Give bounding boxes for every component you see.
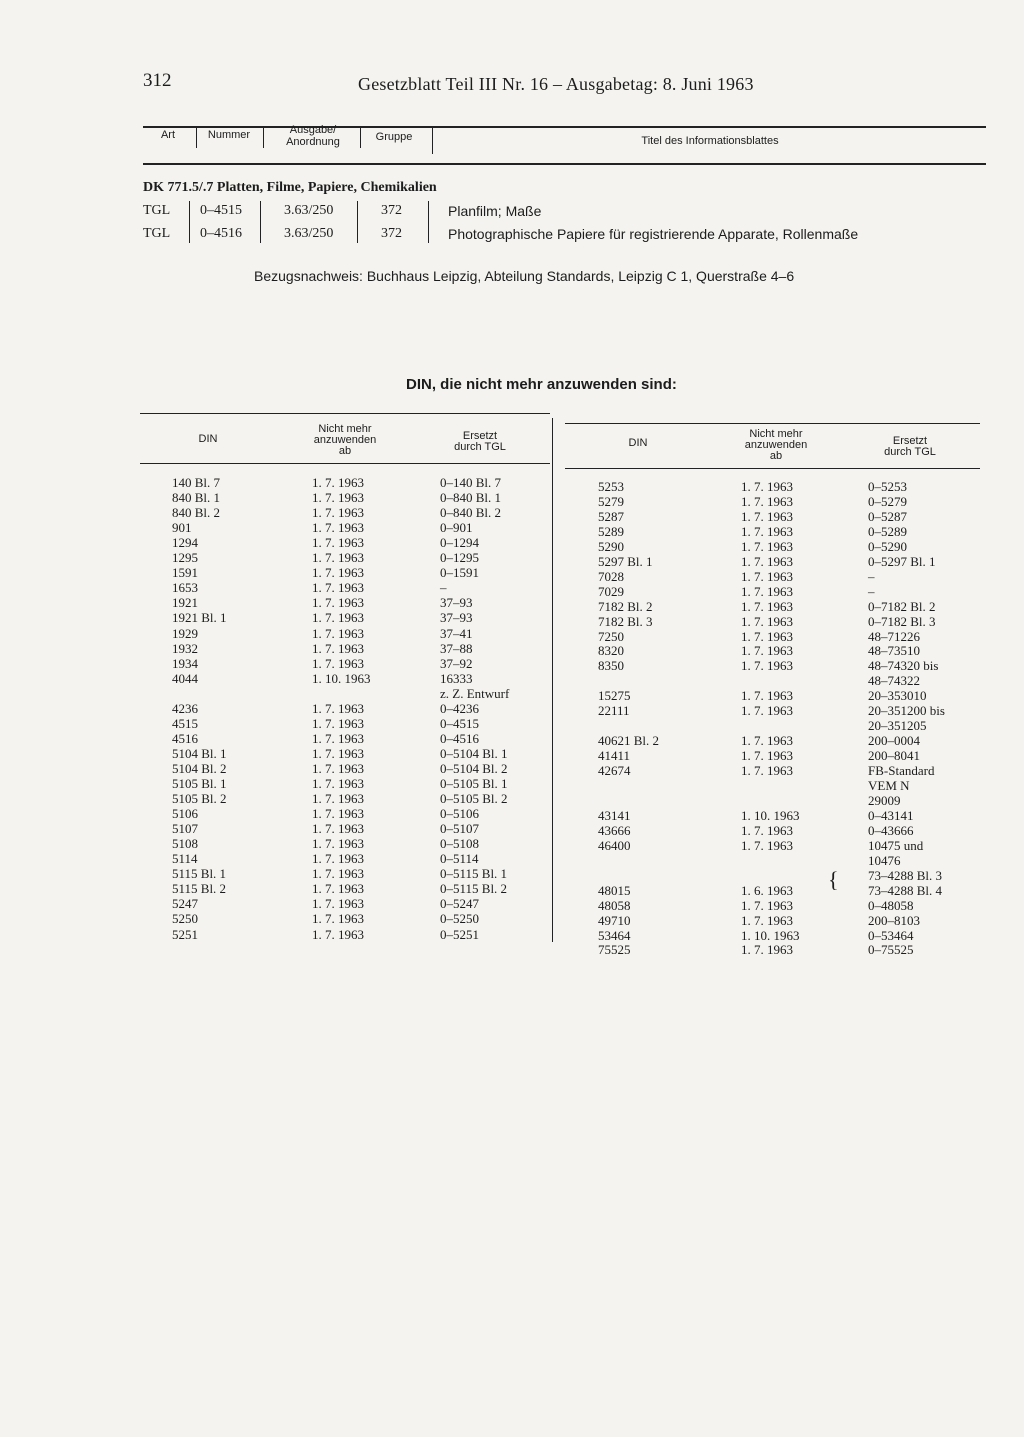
din-date: 1. 7. 1963 xyxy=(312,851,364,867)
din-number: 7182 Bl. 3 xyxy=(598,613,653,629)
din-replacement: 0–5107 xyxy=(440,821,479,837)
din-replacement: 0–5287 xyxy=(868,508,907,524)
din-date: 1. 7. 1963 xyxy=(741,568,793,584)
din-replacement: 200–0004 xyxy=(868,733,920,749)
col-head-nummer: Nummer xyxy=(207,129,251,141)
din-number: 5279 xyxy=(598,493,624,509)
din-replacement: 0–4236 xyxy=(440,700,479,716)
din-date: 1. 7. 1963 xyxy=(312,625,364,641)
din-date: 1. 7. 1963 xyxy=(741,493,793,509)
din-date: 1. 7. 1963 xyxy=(312,926,364,942)
din-number: 1921 xyxy=(172,595,198,611)
din-replacement: 10476 xyxy=(868,852,901,868)
din-replacement: 0–1591 xyxy=(440,565,479,581)
tgl-art: TGL xyxy=(143,226,171,241)
din-number: 4515 xyxy=(172,715,198,731)
din-number: 140 Bl. 7 xyxy=(172,475,221,490)
din-replacement: 0–43141 xyxy=(868,807,914,823)
din-date: 1. 7. 1963 xyxy=(741,703,793,719)
din-date: 1. 10. 1963 xyxy=(312,670,371,686)
tgl-nummer: 0–4516 xyxy=(200,226,242,241)
din-date: 1. 7. 1963 xyxy=(312,565,364,581)
din-replacement: 0–5279 xyxy=(868,493,907,509)
din-number: 40621 Bl. 2 xyxy=(598,733,660,749)
din-left-head-ab-2: anzuwenden xyxy=(313,434,377,446)
tgl-art: TGL xyxy=(143,203,171,218)
din-date: 1. 7. 1963 xyxy=(312,700,364,716)
din-number: 41411 xyxy=(598,748,631,764)
din-date: 1. 7. 1963 xyxy=(312,791,364,807)
din-number: 1295 xyxy=(172,550,198,566)
din-number: 75525 xyxy=(598,942,631,958)
din-date: 1. 7. 1963 xyxy=(741,508,793,524)
din-replacement: 37–41 xyxy=(440,625,473,641)
din-replacement: 0–1294 xyxy=(440,535,479,551)
din-left-head-ersetzt-1: Ersetzt xyxy=(462,430,498,442)
din-right-head-ab-1: Nicht mehr xyxy=(749,428,803,440)
din-number: 7182 Bl. 2 xyxy=(598,598,653,614)
din-date: 1. 7. 1963 xyxy=(741,613,793,629)
din-number: 5107 xyxy=(172,821,198,837)
tgl-divider xyxy=(260,201,261,243)
din-number: 22111 xyxy=(598,703,630,719)
din-replacement: 73–4288 Bl. 4 xyxy=(868,882,943,898)
din-replacement: 0–4515 xyxy=(440,715,479,731)
page-number: 312 xyxy=(143,70,172,91)
din-replacement: 37–92 xyxy=(440,655,473,671)
din-date: 1. 7. 1963 xyxy=(312,490,364,506)
col-divider xyxy=(196,126,197,148)
din-number: 5108 xyxy=(172,836,198,852)
din-number: 1929 xyxy=(172,625,198,641)
din-number: 5105 Bl. 2 xyxy=(172,791,227,807)
din-number: 5290 xyxy=(598,538,624,554)
din-date: 1. 7. 1963 xyxy=(312,715,364,731)
din-replacement: 37–93 xyxy=(440,595,473,611)
din-number: 5247 xyxy=(172,896,198,912)
din-date: 1. 7. 1963 xyxy=(741,822,793,838)
din-number: 840 Bl. 2 xyxy=(172,505,221,521)
din-replacement: – xyxy=(868,583,875,599)
din-date: 1. 7. 1963 xyxy=(312,760,364,776)
tgl-gruppe: 372 xyxy=(381,226,402,241)
din-replacement: 0–48058 xyxy=(868,897,914,913)
din-number: 1932 xyxy=(172,640,198,656)
din-date: 1. 7. 1963 xyxy=(741,748,793,764)
din-replacement: 0–5290 xyxy=(868,538,907,554)
din-number: 5253 xyxy=(598,479,624,494)
din-heading: DIN, die nicht mehr anzuwenden sind: xyxy=(406,376,677,393)
header-bottom-rule xyxy=(143,163,986,165)
col-head-art: Art xyxy=(160,129,176,141)
din-date: 1. 6. 1963 xyxy=(741,882,793,898)
din-number: 48058 xyxy=(598,897,631,913)
din-number: 7028 xyxy=(598,568,624,584)
din-right-head-ab-3: ab xyxy=(769,450,783,462)
din-replacement: 20–351205 xyxy=(868,718,927,734)
tgl-titel: Photographische Papiere für registrierende Apparate, Rollenmaße xyxy=(448,226,859,242)
din-date: 1. 7. 1963 xyxy=(312,655,364,671)
brace-mark: { xyxy=(828,867,839,892)
din-date: 1. 7. 1963 xyxy=(312,535,364,551)
din-replacement: 0–840 Bl. 2 xyxy=(440,505,502,521)
din-replacement: 0–75525 xyxy=(868,942,914,958)
din-number: 53464 xyxy=(598,927,631,943)
col-divider xyxy=(432,126,433,154)
din-right-head-ersetzt-2: durch TGL xyxy=(884,446,936,458)
din-number: 1591 xyxy=(172,565,198,581)
tgl-titel: Planfilm; Maße xyxy=(448,203,542,219)
din-replacement: VEM N xyxy=(868,778,910,793)
din-date: 1. 7. 1963 xyxy=(741,643,793,659)
din-date: 1. 7. 1963 xyxy=(312,550,364,566)
din-replacement: 0–840 Bl. 1 xyxy=(440,490,502,506)
din-date: 1. 7. 1963 xyxy=(312,821,364,837)
din-replacement: 37–88 xyxy=(440,640,473,656)
din-replacement: 0–5115 Bl. 1 xyxy=(440,866,508,882)
din-number: 4516 xyxy=(172,730,198,746)
din-number: 8350 xyxy=(598,658,624,674)
din-center-divider xyxy=(552,418,553,942)
din-date: 1. 7. 1963 xyxy=(741,598,793,614)
din-number: 5105 Bl. 1 xyxy=(172,776,227,791)
din-date: 1. 7. 1963 xyxy=(741,538,793,554)
din-number: 1934 xyxy=(172,655,198,671)
din-date: 1. 10. 1963 xyxy=(741,807,800,823)
din-replacement: 0–7182 Bl. 3 xyxy=(868,613,936,629)
din-number: 43666 xyxy=(598,822,631,838)
din-replacement: 29009 xyxy=(868,792,901,808)
din-replacement: 0–5104 Bl. 2 xyxy=(440,760,508,776)
din-date: 1. 7. 1963 xyxy=(312,776,364,791)
din-right-head-ab-2: anzuwenden xyxy=(744,439,808,451)
din-number: 5287 xyxy=(598,508,624,524)
din-replacement: 0–5105 Bl. 1 xyxy=(440,776,508,791)
tgl-ausgabe: 3.63/250 xyxy=(284,226,334,241)
col-head-ausgabe-2: Anordnung xyxy=(286,136,340,148)
din-date: 1. 7. 1963 xyxy=(741,553,793,569)
din-number: 5114 xyxy=(172,851,198,867)
din-replacement: 73–4288 Bl. 3 xyxy=(868,867,943,883)
din-date: 1. 7. 1963 xyxy=(312,896,364,912)
din-date: 1. 7. 1963 xyxy=(312,866,364,882)
din-right-bottom-rule xyxy=(565,468,980,469)
din-date: 1. 7. 1963 xyxy=(741,658,793,674)
din-date: 1. 7. 1963 xyxy=(312,475,364,490)
din-replacement: 0–901 xyxy=(440,520,473,536)
din-date: 1. 7. 1963 xyxy=(312,881,364,897)
tgl-divider xyxy=(428,201,429,243)
din-replacement: 0–5289 xyxy=(868,523,907,539)
din-number: 15275 xyxy=(598,688,631,704)
din-date: 1. 7. 1963 xyxy=(741,523,793,539)
din-date: 1. 7. 1963 xyxy=(741,583,793,599)
din-left-head-ab-1: Nicht mehr xyxy=(318,423,372,435)
din-number: 5251 xyxy=(172,926,198,942)
din-date: 1. 7. 1963 xyxy=(741,942,793,958)
col-divider xyxy=(360,126,361,148)
din-number: 46400 xyxy=(598,837,631,853)
din-replacement: 0–5247 xyxy=(440,896,479,912)
din-replacement: 16333 xyxy=(440,670,473,686)
din-number: 42674 xyxy=(598,763,631,779)
din-number: 5104 Bl. 2 xyxy=(172,760,227,776)
din-date: 1. 7. 1963 xyxy=(312,836,364,852)
din-number: 5115 Bl. 2 xyxy=(172,881,227,897)
din-number: 49710 xyxy=(598,912,631,928)
din-number: 1294 xyxy=(172,535,198,551)
din-replacement: 0–5251 xyxy=(440,926,479,942)
din-number: 840 Bl. 1 xyxy=(172,490,221,506)
tgl-gruppe: 372 xyxy=(381,203,402,218)
din-right-head-ersetzt-1: Ersetzt xyxy=(892,435,928,447)
din-right-head-din: DIN xyxy=(628,437,648,449)
din-left-head-ab-3: ab xyxy=(338,445,352,457)
tgl-divider xyxy=(357,201,358,243)
din-number: 5115 Bl. 1 xyxy=(172,866,227,882)
din-date: 1. 7. 1963 xyxy=(312,520,364,536)
din-number: 4236 xyxy=(172,700,198,716)
din-replacement: 0–5253 xyxy=(868,479,907,494)
din-date: 1. 7. 1963 xyxy=(312,610,364,626)
din-number: 8320 xyxy=(598,643,624,659)
din-replacement: 10475 und xyxy=(868,837,924,853)
din-replacement: 0–5297 Bl. 1 xyxy=(868,553,936,569)
tgl-divider xyxy=(189,201,190,243)
din-number: 1653 xyxy=(172,580,198,596)
din-number: 4044 xyxy=(172,670,198,686)
din-date: 1. 7. 1963 xyxy=(312,911,364,927)
din-replacement: 0–7182 Bl. 2 xyxy=(868,598,936,614)
din-replacement: 0–5108 xyxy=(440,836,479,852)
din-date: 1. 7. 1963 xyxy=(741,628,793,644)
din-replacement: 48–73510 xyxy=(868,643,920,659)
din-date: 1. 7. 1963 xyxy=(312,730,364,746)
din-number: 7250 xyxy=(598,628,624,644)
din-number: 901 xyxy=(172,520,192,536)
din-replacement: 0–5105 Bl. 2 xyxy=(440,791,508,807)
din-number: 5289 xyxy=(598,523,624,539)
section-heading: DK 771.5/.7 Platten, Filme, Papiere, Chemikalien xyxy=(143,180,437,195)
din-replacement: 200–8103 xyxy=(868,912,920,928)
din-replacement: FB-Standard xyxy=(868,763,935,779)
din-date: 1. 7. 1963 xyxy=(741,763,793,779)
din-number: 5104 Bl. 1 xyxy=(172,745,227,761)
col-divider xyxy=(263,126,264,148)
din-replacement: 0–4516 xyxy=(440,730,479,746)
din-replacement: 0–5250 xyxy=(440,911,479,927)
din-date: 1. 7. 1963 xyxy=(312,745,364,761)
tgl-nummer: 0–4515 xyxy=(200,203,242,218)
col-head-titel: Titel des Informationsblattes xyxy=(641,135,779,147)
din-date: 1. 7. 1963 xyxy=(312,505,364,521)
din-replacement: 20–353010 xyxy=(868,688,927,704)
din-date: 1. 7. 1963 xyxy=(741,479,793,494)
din-date: 1. 7. 1963 xyxy=(741,912,793,928)
din-replacement: z. Z. Entwurf xyxy=(440,685,510,701)
din-number: 5297 Bl. 1 xyxy=(598,553,653,569)
din-date: 1. 7. 1963 xyxy=(312,595,364,611)
din-number: 1921 Bl. 1 xyxy=(172,610,227,626)
din-replacement: 200–8041 xyxy=(868,748,920,764)
din-right-top-rule xyxy=(565,423,980,424)
din-number: 5250 xyxy=(172,911,198,927)
din-replacement: 20–351200 bis xyxy=(868,703,945,719)
din-left-bottom-rule xyxy=(140,463,550,464)
din-replacement: 48–71226 xyxy=(868,628,920,644)
din-date: 1. 7. 1963 xyxy=(741,897,793,913)
din-replacement: 0–140 Bl. 7 xyxy=(440,475,502,490)
din-replacement: – xyxy=(868,568,875,584)
running-head: Gesetzblatt Teil III Nr. 16 – Ausgabetag: 8. Juni 1963 xyxy=(358,74,754,94)
din-date: 1. 7. 1963 xyxy=(312,580,364,596)
din-replacement: 0–1295 xyxy=(440,550,479,566)
din-replacement: 48–74320 bis xyxy=(868,658,939,674)
din-replacement: – xyxy=(440,580,447,596)
din-date: 1. 10. 1963 xyxy=(741,927,800,943)
din-replacement: 0–5104 Bl. 1 xyxy=(440,745,508,761)
din-number: 48015 xyxy=(598,882,631,898)
din-replacement: 0–43666 xyxy=(868,822,914,838)
din-date: 1. 7. 1963 xyxy=(741,688,793,704)
din-date: 1. 7. 1963 xyxy=(312,806,364,822)
din-date: 1. 7. 1963 xyxy=(741,837,793,853)
din-replacement: 0–5115 Bl. 2 xyxy=(440,881,508,897)
din-left-head-din: DIN xyxy=(198,433,218,445)
supply-note: Bezugsnachweis: Buchhaus Leipzig, Abteilung Standards, Leipzig C 1, Querstraße 4–6 xyxy=(254,268,795,284)
din-replacement: 0–5106 xyxy=(440,806,479,822)
din-date: 1. 7. 1963 xyxy=(741,733,793,749)
col-head-ausgabe-1: Ausgabe/ xyxy=(289,124,337,136)
din-replacement: 0–53464 xyxy=(868,927,914,943)
din-date: 1. 7. 1963 xyxy=(312,640,364,656)
din-replacement: 37–93 xyxy=(440,610,473,626)
din-replacement: 48–74322 xyxy=(868,673,920,689)
din-replacement: 0–5114 xyxy=(440,851,479,867)
tgl-ausgabe: 3.63/250 xyxy=(284,203,334,218)
din-number: 43141 xyxy=(598,807,631,823)
din-number: 7029 xyxy=(598,583,624,599)
col-head-gruppe: Gruppe xyxy=(375,131,413,143)
din-left-top-rule xyxy=(140,413,550,414)
din-left-head-ersetzt-2: durch TGL xyxy=(454,441,506,453)
din-number: 5106 xyxy=(172,806,198,822)
